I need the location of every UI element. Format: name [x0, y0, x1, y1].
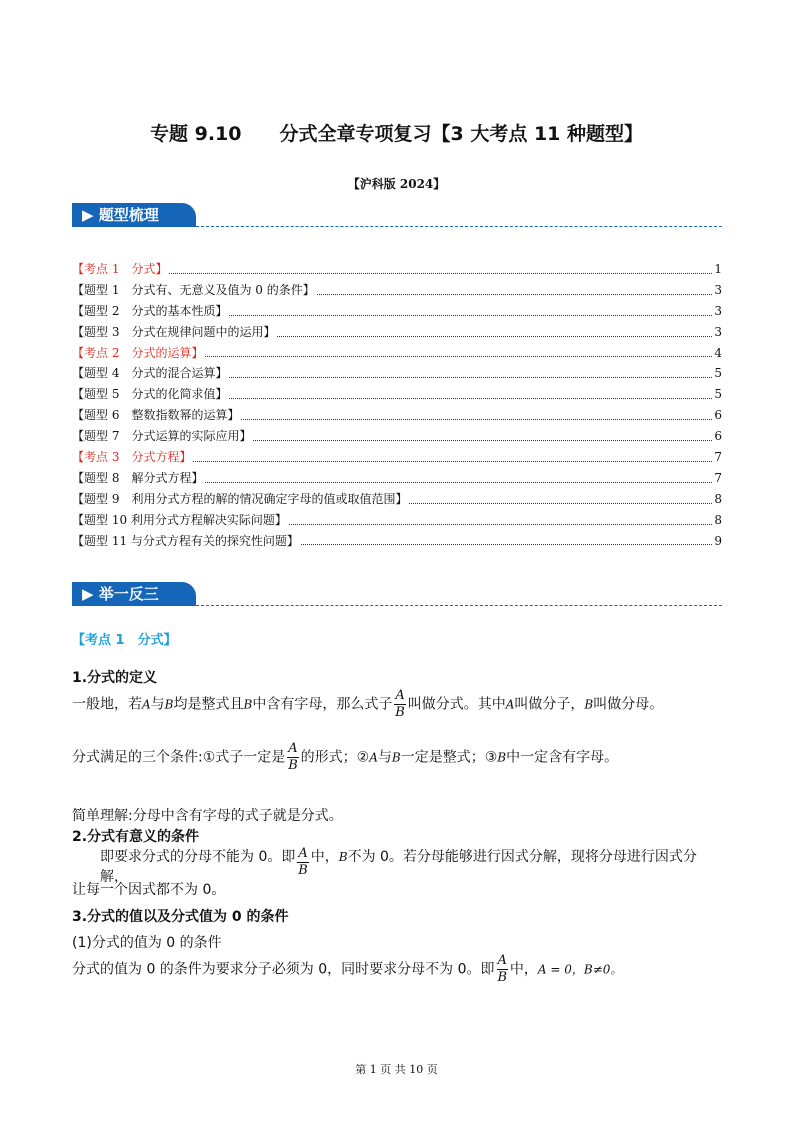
fraction-a-over-b — [297, 846, 308, 878]
text: 叫做分式。其中 — [407, 696, 506, 713]
text: 一般地，若 — [72, 696, 142, 713]
toc-entry[interactable] — [72, 531, 722, 552]
toc-leader-dots — [409, 489, 712, 504]
banner-label: ▶ 举一反三 — [72, 582, 196, 606]
math-condition: A = 0，B≠0。 — [537, 962, 623, 977]
dashed-divider — [196, 605, 722, 606]
fraction-a-over-b — [394, 688, 405, 721]
toc-leader-dots — [301, 531, 712, 546]
toc-entry-title: 【题型 9 利用分式方程的解的情况确定字母的值或取值范围】 — [72, 491, 408, 506]
toc-entry[interactable] — [72, 405, 722, 426]
toc-leader-dots — [253, 426, 712, 441]
banner-label: ▶ 题型梳理 — [72, 203, 196, 227]
toc-leader-dots — [229, 363, 712, 378]
toc-entry-title: 【题型 10 利用分式方程解决实际问题】 — [72, 512, 287, 527]
toc-leader-dots — [229, 301, 712, 316]
fraction-a-over-b — [497, 953, 508, 986]
text: 中， — [310, 849, 339, 865]
toc-page-number: 1 — [714, 262, 722, 276]
var: A — [505, 697, 515, 712]
toc-page-number: 8 — [714, 491, 722, 506]
page-title: 专题 9.10 分式全章专项复习【3 大考点 11 种题型】 — [150, 123, 643, 145]
text: 均是整式且 — [173, 696, 244, 713]
numerator: A — [288, 741, 298, 756]
toc-entry[interactable] — [72, 280, 722, 301]
toc-entry-title: 【考点 1 分式】 — [72, 262, 168, 276]
paragraph-meaningful-cont: 让每一个因式都不为 0。 — [72, 882, 226, 898]
toc-entry[interactable] — [72, 510, 722, 531]
numerator: A — [497, 953, 507, 968]
toc-page-number: 5 — [714, 366, 722, 381]
toc-page-number: 3 — [714, 324, 722, 339]
heading-zero-value: 3.分式的值以及分式值为 0 的条件 — [72, 909, 289, 925]
toc-entry-title: 【题型 11 与分式方程有关的探究性问题】 — [72, 533, 299, 548]
numerator: A — [395, 688, 405, 703]
banner-question-types — [72, 203, 722, 229]
text: 的形式；② — [300, 749, 370, 766]
edition-subtitle: 【沪科版 2024】 — [347, 177, 446, 191]
toc-leader-dots — [229, 384, 712, 399]
text: 分式满足的三个条件:①式子一定是 — [72, 749, 286, 766]
toc-entry-title: 【题型 5 分式的化简求值】 — [72, 387, 228, 402]
paragraph-definition — [72, 688, 722, 721]
fraction-a-over-b — [287, 741, 298, 774]
toc-entry[interactable] — [72, 426, 722, 447]
toc-entry[interactable] — [72, 363, 722, 384]
paragraph-meaningful — [72, 846, 722, 885]
text: 与 — [150, 696, 165, 713]
toc-leader-dots — [169, 259, 712, 274]
subheading-zero-value: (1)分式的值为 0 的条件 — [72, 935, 222, 951]
paragraph-zero-value — [72, 953, 722, 986]
toc-page-number: 4 — [714, 345, 722, 360]
toc-leader-dots — [317, 280, 713, 295]
toc-entry[interactable] — [72, 259, 722, 280]
toc-page-number: 7 — [714, 450, 722, 465]
text: 叫做分子， — [514, 696, 585, 713]
var: B — [243, 697, 253, 712]
toc-entry[interactable] — [72, 489, 722, 510]
text: 中一定含有字母。 — [506, 749, 619, 766]
toc-leader-dots — [289, 510, 712, 525]
text: 中含有字母，那么式子 — [252, 696, 393, 713]
paragraph-simple: 简单理解:分母中含有字母的式子就是分式。 — [72, 808, 343, 824]
toc-leader-dots — [277, 322, 712, 337]
page-footer: 第 1 页 共 10 页 — [355, 1063, 438, 1076]
toc-page-number: 6 — [714, 429, 722, 444]
toc-entry-title: 【题型 8 解分式方程】 — [72, 470, 204, 485]
heading-definition: 1.分式的定义 — [72, 670, 158, 686]
toc-leader-dots — [205, 343, 712, 358]
var: B — [584, 697, 594, 712]
var: B — [338, 850, 348, 864]
dashed-divider — [196, 226, 722, 227]
toc-leader-dots — [205, 468, 712, 483]
toc-leader-dots — [193, 447, 712, 462]
toc-entry-title: 【题型 6 整数指数幂的运算】 — [72, 408, 240, 423]
paragraph-conditions — [72, 741, 722, 774]
toc-entry[interactable] — [72, 447, 722, 468]
toc-entry-title: 【题型 2 分式的基本性质】 — [72, 303, 228, 318]
denominator: B — [497, 970, 507, 985]
text: 不为 0。若分母能够进行因式分解，现将分母进行因式分解， — [100, 849, 697, 885]
var: B — [497, 750, 507, 765]
section-heading: 【考点 1 分式】 — [72, 633, 177, 648]
denominator: B — [288, 758, 298, 773]
toc-page-number: 8 — [714, 512, 722, 527]
toc-page-number: 5 — [714, 387, 722, 402]
toc-entry[interactable] — [72, 468, 722, 489]
var: B — [391, 750, 401, 765]
toc-entry-title: 【考点 3 分式方程】 — [72, 450, 192, 465]
toc-page-number: 3 — [714, 303, 722, 318]
text: 与 — [377, 749, 392, 766]
toc-entry-title: 【考点 2 分式的运算】 — [72, 345, 204, 360]
denominator: B — [298, 863, 308, 878]
numerator: A — [298, 846, 308, 861]
text: 分式的值为 0 的条件为要求分子必须为 0，同时要求分母不为 0。即 — [72, 961, 495, 978]
toc-entry-title: 【题型 1 分式有、无意义及值为 0 的条件】 — [72, 282, 315, 297]
var: B — [164, 697, 174, 712]
text: 中， — [509, 961, 538, 978]
toc-page-number: 3 — [714, 282, 722, 297]
var: A — [142, 697, 151, 712]
toc-entry-title: 【题型 7 分式运算的实际应用】 — [72, 429, 252, 444]
text: 叫做分母。 — [593, 696, 664, 713]
toc-entry-title: 【题型 4 分式的混合运算】 — [72, 366, 228, 381]
banner-examples — [72, 582, 722, 608]
text: 一定是整式；③ — [400, 749, 498, 766]
var: A — [369, 750, 378, 765]
toc-entry-title: 【题型 3 分式在规律问题中的运用】 — [72, 324, 276, 339]
table-of-contents — [72, 259, 722, 551]
denominator: B — [395, 705, 405, 720]
toc-entry[interactable] — [72, 384, 722, 405]
toc-page-number: 6 — [714, 408, 722, 423]
toc-page-number: 7 — [714, 470, 722, 485]
heading-meaningful: 2.分式有意义的条件 — [72, 829, 200, 845]
toc-entry[interactable] — [72, 322, 722, 343]
toc-entry[interactable] — [72, 343, 722, 364]
toc-leader-dots — [241, 405, 712, 420]
toc-entry[interactable] — [72, 301, 722, 322]
text: 即要求分式的分母不能为 0。即 — [100, 849, 296, 865]
toc-page-number: 9 — [714, 533, 722, 548]
